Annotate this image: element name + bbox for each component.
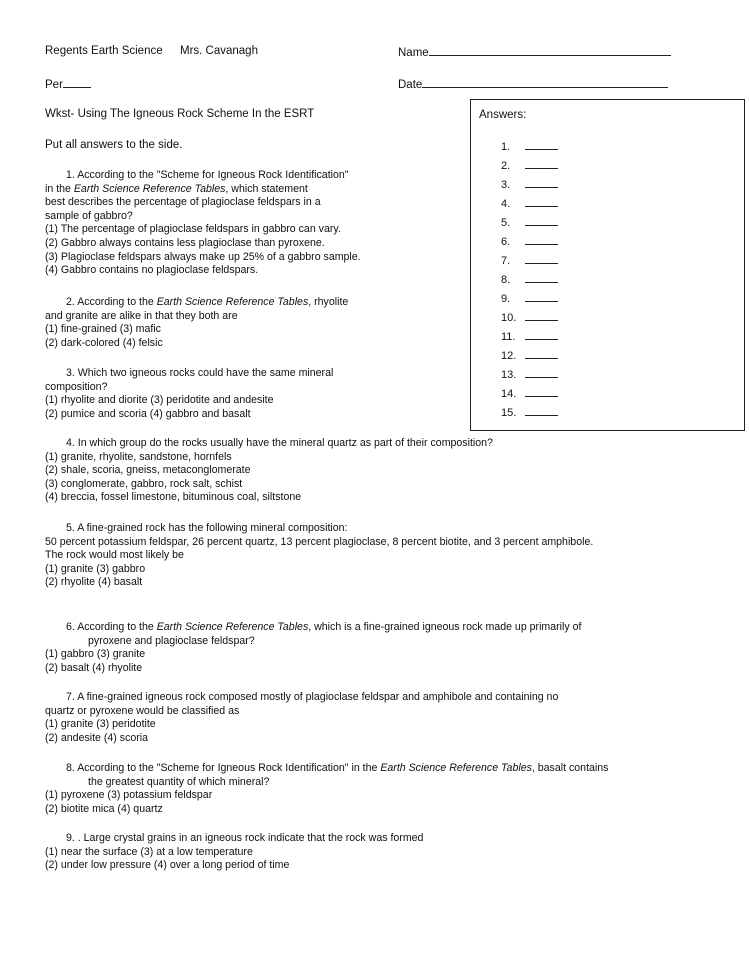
question-text: composition? xyxy=(45,380,108,393)
answer-blank[interactable] xyxy=(525,159,558,169)
date-blank[interactable] xyxy=(422,77,668,88)
option: (4) breccia, fossel limestone, bituminous coal, siltstone xyxy=(45,491,302,504)
answer-row xyxy=(501,273,558,286)
answer-number: 9. xyxy=(501,293,511,305)
name-label: Name xyxy=(398,47,429,59)
option: (4) Gabbro contains no plagioclase feldspars. xyxy=(45,264,259,277)
question-text: 1. According to the "Scheme for Igneous Rock Identification" xyxy=(66,169,349,181)
answers-label: Answers: xyxy=(479,109,527,121)
question-text: and granite are alike in that they both are xyxy=(45,309,238,322)
answer-number: 13. xyxy=(501,369,517,381)
answer-row xyxy=(501,159,558,172)
answer-row xyxy=(501,311,558,324)
answer-blank[interactable] xyxy=(525,311,558,321)
question-5 xyxy=(45,522,593,590)
question-8 xyxy=(45,762,608,816)
question-text: The rock would most likely be xyxy=(45,549,184,562)
answer-number: 12. xyxy=(501,350,517,362)
question-9 xyxy=(45,832,423,873)
answer-number: 4. xyxy=(501,198,511,210)
answer-blank[interactable] xyxy=(525,349,558,359)
answer-number: 11. xyxy=(501,331,516,343)
option: (2) dark-colored (4) felsic xyxy=(45,336,163,349)
option: (2) rhyolite (4) basalt xyxy=(45,576,143,589)
option: (1) pyroxene (3) potassium feldspar xyxy=(45,789,213,802)
answer-number: 1. xyxy=(501,141,511,153)
question-text: 6. According to the Earth Science Reference Tables, which is a fine-grained igneous rock made up primarily of xyxy=(66,621,582,633)
question-4 xyxy=(45,437,493,505)
course-title: Regents Earth Science xyxy=(45,45,163,57)
option: (2) andesite (4) scoria xyxy=(45,731,149,744)
option: (1) near the surface (3) at a low temperature xyxy=(45,845,253,858)
question-text: 5. A fine-grained rock has the following mineral composition: xyxy=(66,522,348,534)
question-text: 8. According to the "Scheme for Igneous Rock Identification" in the Earth Science Reference Tables, basalt contains xyxy=(66,762,609,774)
answer-number: 5. xyxy=(501,217,511,229)
period-label: Per xyxy=(45,79,63,91)
answer-row xyxy=(501,197,558,210)
option: (2) basalt (4) rhyolite xyxy=(45,661,143,674)
option: (1) fine-grained (3) mafic xyxy=(45,323,161,336)
option: (1) gabbro (3) granite xyxy=(45,648,146,661)
teacher-name: Mrs. Cavanagh xyxy=(180,45,258,57)
option: (3) conglomerate, gabbro, rock salt, schist xyxy=(45,477,243,490)
answer-number: 8. xyxy=(501,274,511,286)
question-3 xyxy=(45,367,333,421)
question-text: 2. According to the Earth Science Reference Tables, rhyolite xyxy=(66,296,349,308)
answer-number: 2. xyxy=(501,160,511,172)
question-text: 9. . Large crystal grains in an igneous rock indicate that the rock was formed xyxy=(66,832,424,844)
name-field[interactable] xyxy=(398,45,671,59)
answer-row xyxy=(501,330,558,343)
question-text: sample of gabbro? xyxy=(45,209,133,222)
question-text: 50 percent potassium feldspar, 26 percent quartz, 13 percent plagioclase, 8 percent biotite, and 3 percent amphibole. xyxy=(45,535,594,548)
option: (1) The percentage of plagioclase feldspars in gabbro can vary. xyxy=(45,223,341,236)
question-1 xyxy=(45,169,361,278)
period-field[interactable] xyxy=(45,77,91,91)
answer-row xyxy=(501,254,558,267)
option: (1) rhyolite and diorite (3) peridotite and andesite xyxy=(45,394,274,407)
answer-number: 3. xyxy=(501,179,511,191)
question-2 xyxy=(45,296,348,350)
answer-row xyxy=(501,292,558,305)
name-blank[interactable] xyxy=(429,45,671,56)
period-blank[interactable] xyxy=(63,77,91,88)
answer-blank[interactable] xyxy=(525,140,558,150)
answer-box xyxy=(470,99,745,431)
option: (2) Gabbro always contains less plagioclase than pyroxene. xyxy=(45,236,325,249)
question-7 xyxy=(45,691,558,745)
answer-blank[interactable] xyxy=(525,197,558,207)
answer-blank[interactable] xyxy=(525,254,558,264)
option: (2) biotite mica (4) quartz xyxy=(45,802,163,815)
answer-blank[interactable] xyxy=(525,330,558,340)
question-text: pyroxene and plagioclase feldspar? xyxy=(88,634,255,647)
date-label: Date xyxy=(398,79,423,91)
answer-blank[interactable] xyxy=(525,368,558,378)
answer-number: 10. xyxy=(501,312,517,324)
answer-blank[interactable] xyxy=(525,387,558,397)
answer-number: 15. xyxy=(501,407,517,419)
answer-row xyxy=(501,235,558,248)
option: (2) shale, scoria, gneiss, metaconglomerate xyxy=(45,464,251,477)
worksheet-title: Wkst- Using The Igneous Rock Scheme In the ESRT xyxy=(45,108,315,120)
answer-number: 6. xyxy=(501,236,511,248)
answer-blank[interactable] xyxy=(525,235,558,245)
answer-blank[interactable] xyxy=(525,406,558,416)
question-text: 7. A fine-grained igneous rock composed mostly of plagioclase feldspar and amphibole and containing no xyxy=(66,691,559,703)
answer-number: 14. xyxy=(501,388,517,400)
answer-row xyxy=(501,140,558,153)
question-text: in the Earth Science Reference Tables, which statement xyxy=(45,182,308,195)
option: (1) granite (3) gabbro xyxy=(45,562,146,575)
answer-blank[interactable] xyxy=(525,178,558,188)
answer-row xyxy=(501,178,558,191)
question-text: 4. In which group do the rocks usually have the mineral quartz as part of their composition? xyxy=(66,437,493,449)
date-field[interactable] xyxy=(398,77,668,91)
answer-row xyxy=(501,349,558,362)
instructions: Put all answers to the side. xyxy=(45,139,183,151)
option: (2) under low pressure (4) over a long period of time xyxy=(45,859,290,872)
answer-row xyxy=(501,368,558,381)
option: (1) granite (3) peridotite xyxy=(45,718,156,731)
answer-number: 7. xyxy=(501,255,511,267)
answer-blank[interactable] xyxy=(525,273,558,283)
question-text: best describes the percentage of plagioclase feldspars in a xyxy=(45,196,321,209)
answer-blank[interactable] xyxy=(525,292,558,302)
answer-row xyxy=(501,216,558,229)
option: (1) granite, rhyolite, sandstone, hornfels xyxy=(45,450,232,463)
question-6 xyxy=(45,621,581,675)
option: (2) pumice and scoria (4) gabbro and basalt xyxy=(45,407,251,420)
option: (3) Plagioclase feldspars always make up 25% of a gabbro sample. xyxy=(45,250,361,263)
question-text: 3. Which two igneous rocks could have the same mineral xyxy=(66,367,334,379)
answer-row xyxy=(501,406,558,419)
answer-row xyxy=(501,387,558,400)
answer-blank[interactable] xyxy=(525,216,558,226)
question-text: quartz or pyroxene would be classified as xyxy=(45,704,240,717)
question-text: the greatest quantity of which mineral? xyxy=(88,775,270,788)
